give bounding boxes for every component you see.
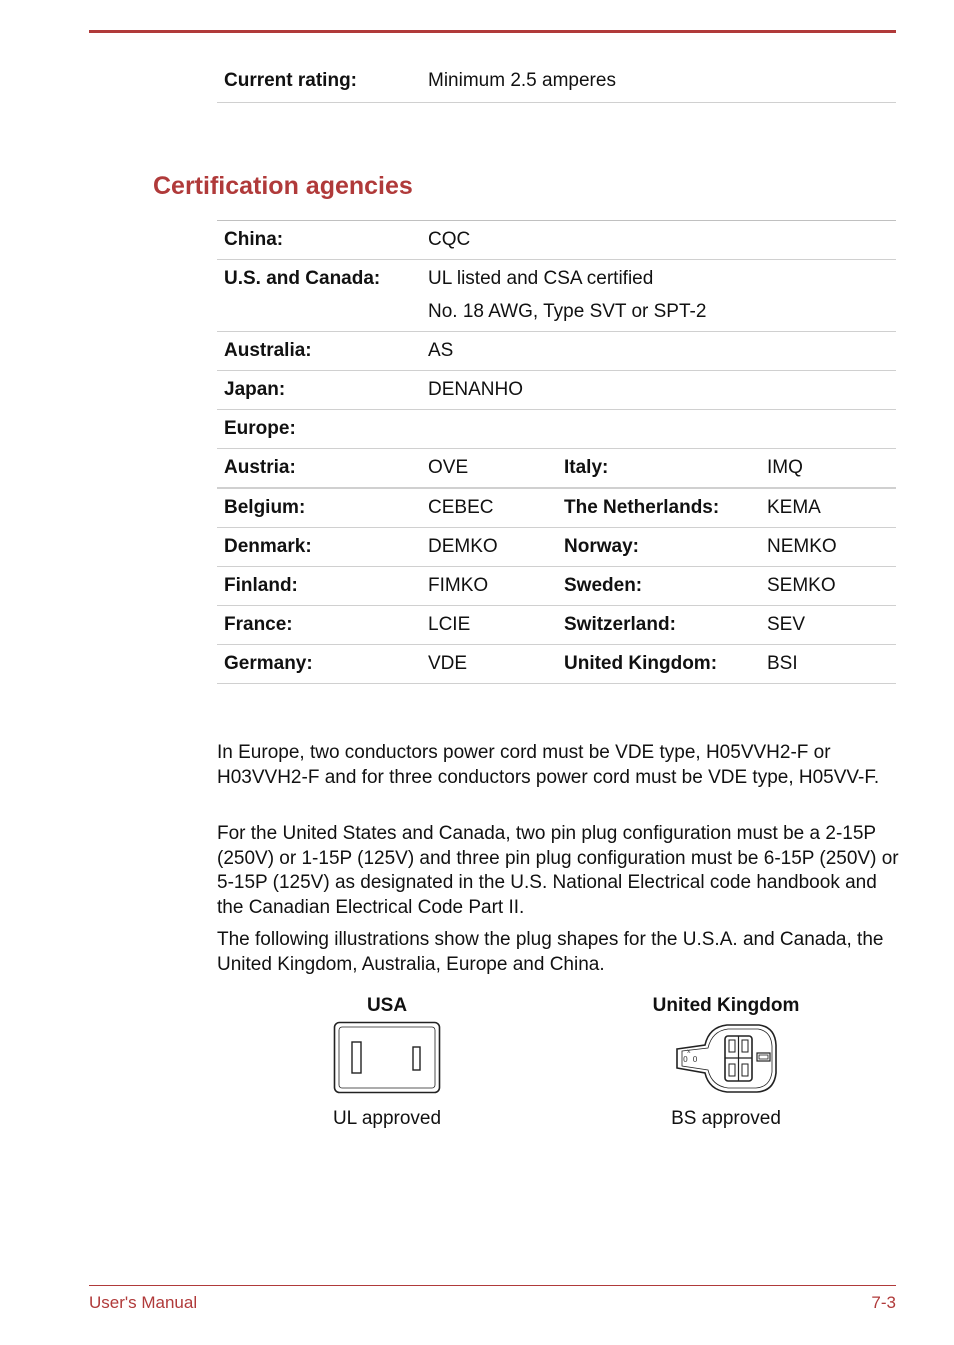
country-label: Australia:: [217, 332, 421, 371]
table-row: [217, 371, 896, 410]
country-label: The Netherlands:: [557, 488, 760, 528]
region-label: Europe:: [217, 410, 896, 449]
table-row: [217, 332, 896, 371]
country-label: Switzerland:: [557, 606, 760, 645]
paragraph-us-canada: For the United States and Canada, two pin plug configuration must be a 2-15P (250V) or 1-15P (125V) and three pin plug configuration must be 6-15P (250V) or 5-15P (125V) as designated in the U.S. National Electrical code handbook and the Canadian Electrical Code Part II.: [217, 823, 899, 918]
agency-value: NEMKO: [760, 528, 896, 567]
paragraph-illustrations: The following illustrations show the plug shapes for the U.S.A. and Canada, the United Kingdom, Australia, Europe and China.: [217, 929, 884, 975]
country-label: Germany:: [217, 645, 421, 684]
footer-rule: [89, 1285, 896, 1286]
agency-value: SEV: [760, 606, 896, 645]
country-label: Denmark:: [217, 528, 421, 567]
table-row: [217, 528, 896, 567]
country-label: Belgium:: [217, 488, 421, 528]
agency-value: LCIE: [421, 606, 557, 645]
usa-plug-icon: [333, 1021, 441, 1094]
uk-plug-icon: [675, 1021, 778, 1095]
table-row: [217, 449, 896, 489]
agency-value: SEMKO: [760, 567, 896, 606]
certification-table: [217, 220, 896, 684]
svg-text:x: x: [687, 1048, 691, 1055]
table-row: [217, 221, 896, 260]
page-number: 7-3: [871, 1293, 896, 1312]
country-label: U.S. and Canada:: [217, 260, 421, 332]
agency-value: OVE: [421, 449, 557, 489]
table-row: [217, 62, 896, 103]
current-rating-table: [217, 62, 896, 103]
usa-plug-caption: UL approved: [332, 1108, 442, 1129]
section-title: Certification agencies: [153, 172, 413, 200]
country-label: Finland:: [217, 567, 421, 606]
usa-plug-label: USA: [366, 995, 408, 1016]
uk-plug-label: United Kingdom: [652, 995, 800, 1016]
agency-value: CQC: [421, 221, 896, 260]
agency-value: CEBEC: [421, 488, 557, 528]
current-rating-label: Current rating:: [217, 62, 421, 103]
agency-value: AS: [421, 332, 896, 371]
agency-value: [421, 260, 896, 332]
country-label: Japan:: [217, 371, 421, 410]
header-rule: [89, 30, 896, 33]
footer-title: User's Manual: [89, 1293, 198, 1312]
agency-value: IMQ: [760, 449, 896, 489]
table-row: [217, 260, 896, 332]
country-label: Italy:: [557, 449, 760, 489]
agency-value: VDE: [421, 645, 557, 684]
country-label: France:: [217, 606, 421, 645]
agency-value: FIMKO: [421, 567, 557, 606]
country-label: Sweden:: [557, 567, 760, 606]
country-label: Norway:: [557, 528, 760, 567]
uk-plug-caption: BS approved: [671, 1108, 781, 1129]
current-rating-value: Minimum 2.5 amperes: [421, 62, 896, 103]
table-row: [217, 606, 896, 645]
agency-value: KEMA: [760, 488, 896, 528]
agency-value: DENANHO: [421, 371, 896, 410]
agency-value: BSI: [760, 645, 896, 684]
agency-value-line: No. 18 AWG, Type SVT or SPT-2: [428, 301, 707, 322]
paragraph-europe: In Europe, two conductors power cord must be VDE type, H05VVH2-F or H03VVH2-F and for three conductors power cord must be VDE type, H05VV-F.: [217, 742, 880, 788]
country-label: China:: [217, 221, 421, 260]
agency-value: DEMKO: [421, 528, 557, 567]
agency-value-line: UL listed and CSA certified: [428, 268, 654, 289]
table-row: [217, 410, 896, 449]
country-label: Austria:: [217, 449, 421, 489]
table-row: [217, 488, 896, 528]
table-row: [217, 567, 896, 606]
country-label: United Kingdom:: [557, 645, 760, 684]
table-row: [217, 645, 896, 684]
svg-text:O O: O O: [683, 1055, 698, 1064]
